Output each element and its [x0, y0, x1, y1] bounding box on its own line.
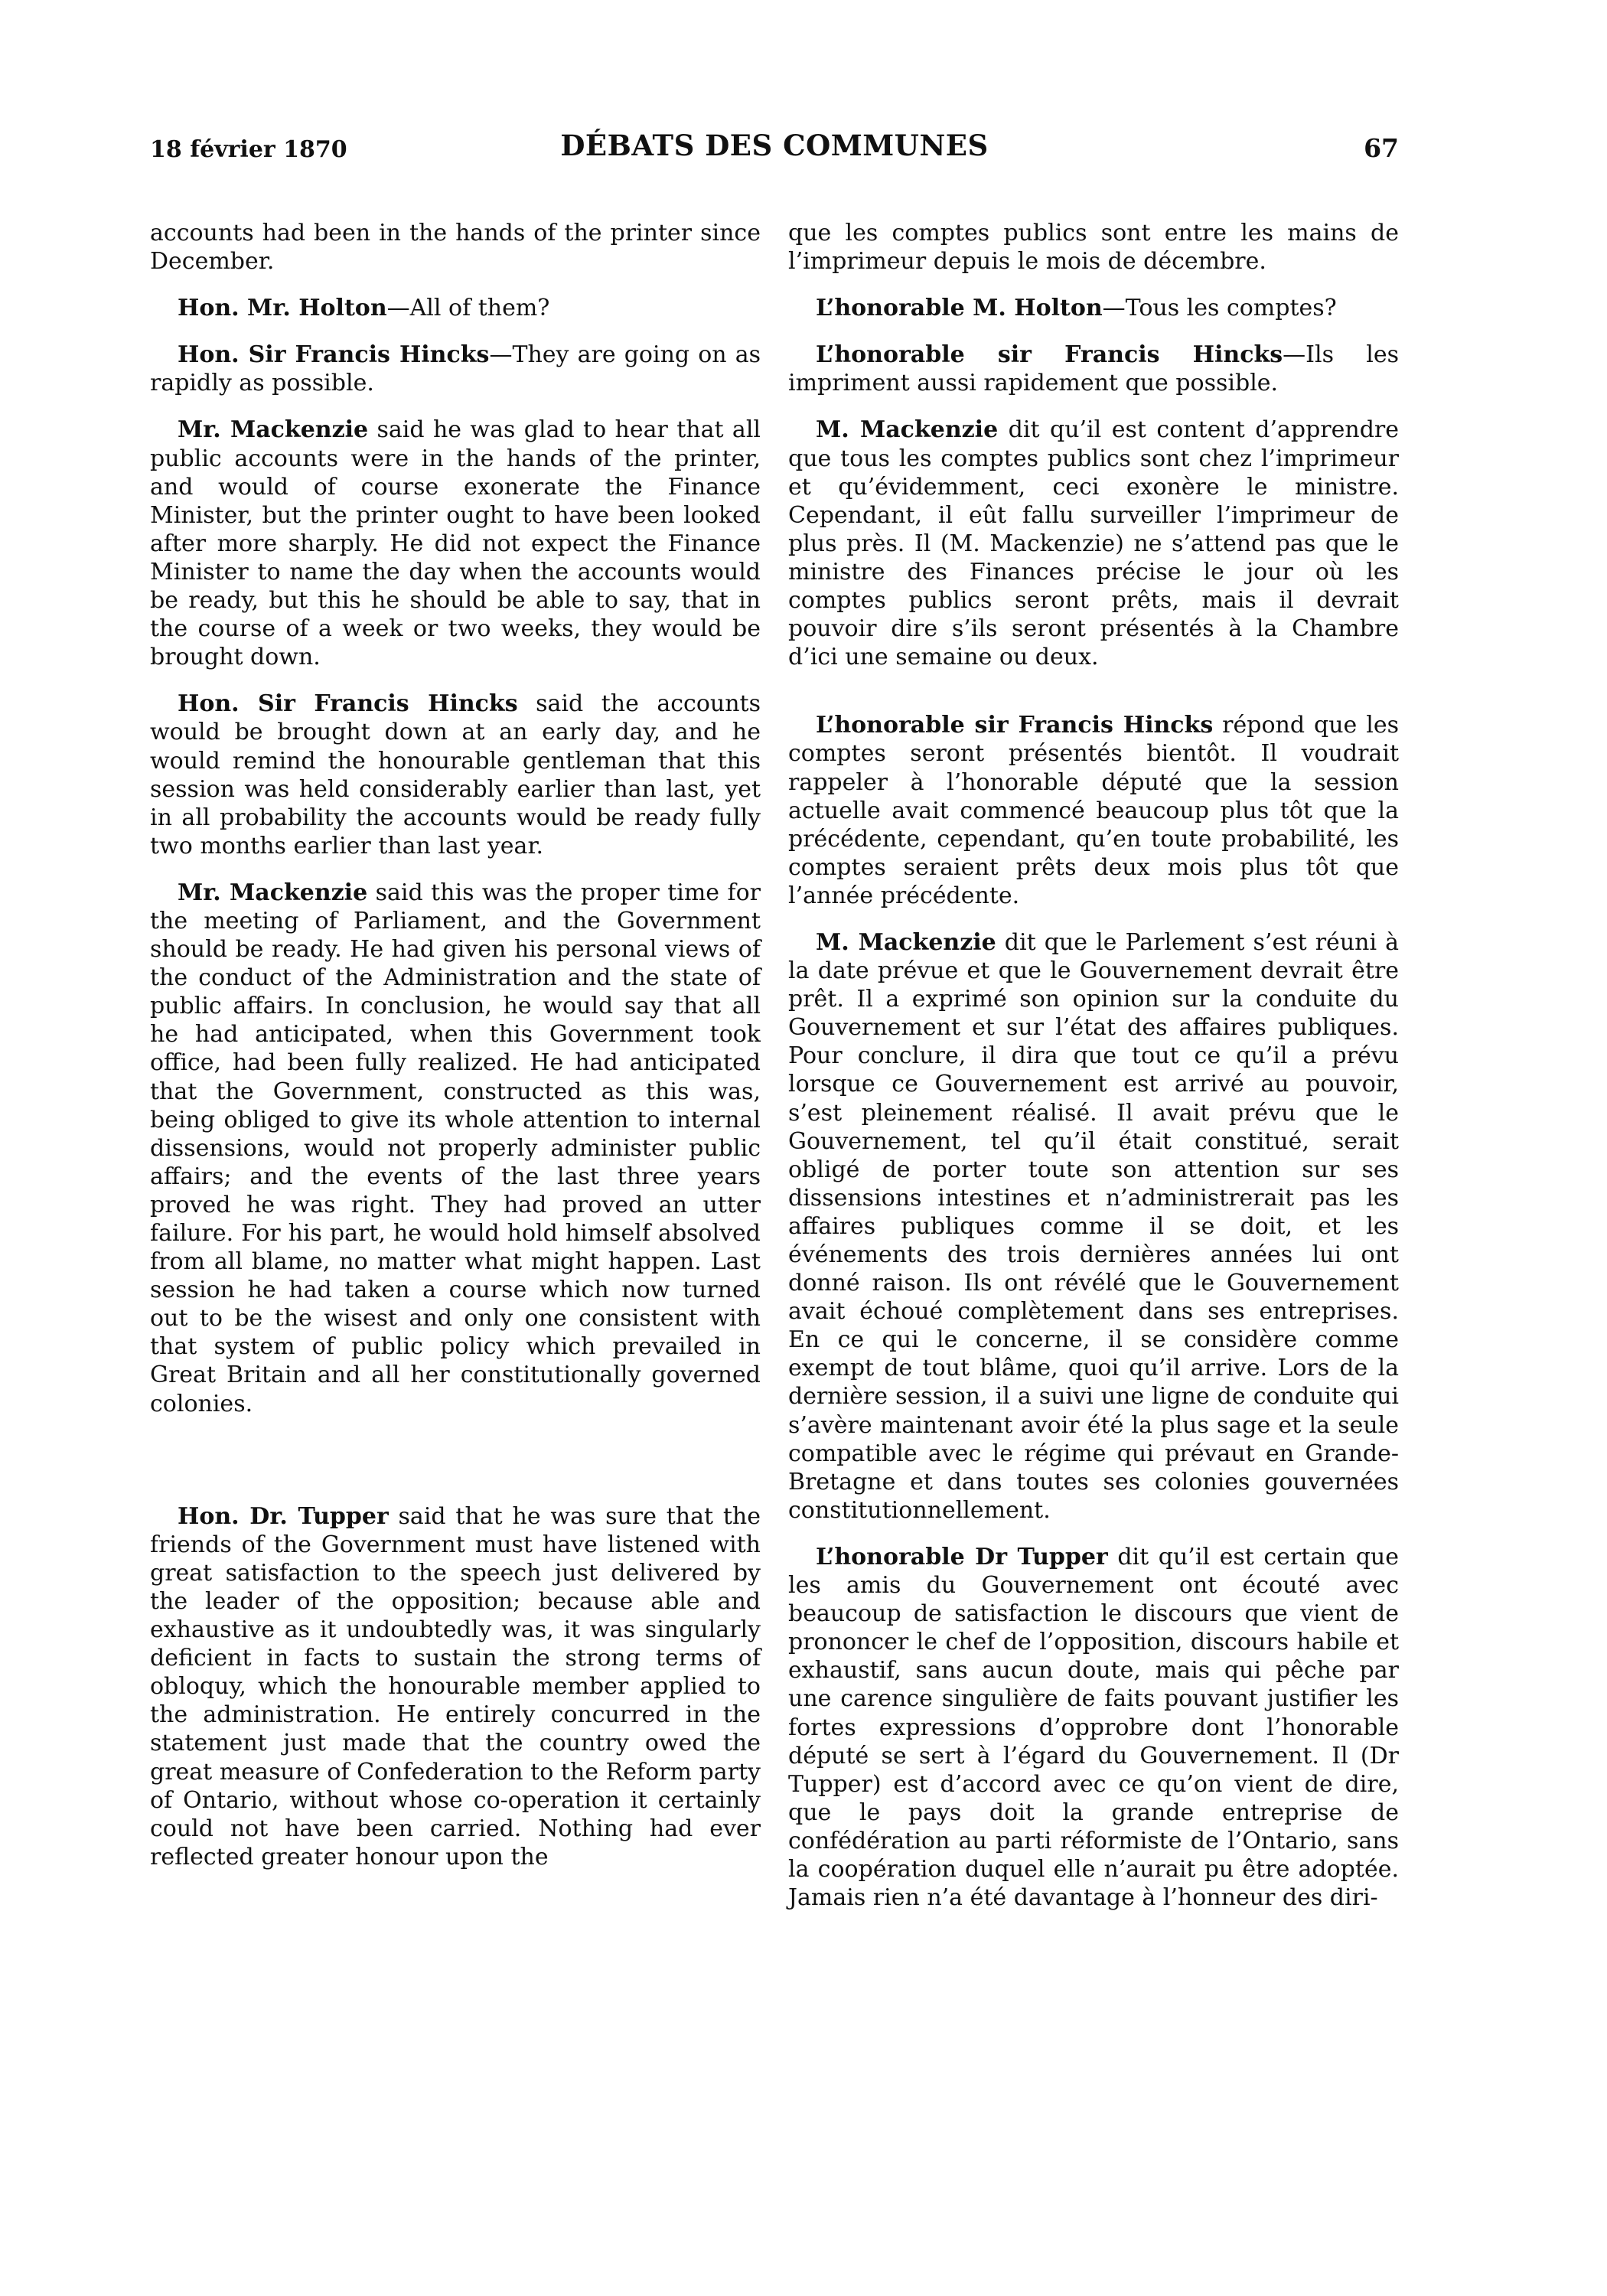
speaker-name: L’honorable sir Francis Hincks — [816, 341, 1283, 369]
paragraph-text: que les comptes publics sont entre les mains de l’imprimeur depuis le mois de décembre. — [788, 220, 1399, 276]
french-paragraph-mackenzie-1 — [788, 416, 1399, 671]
paragraph-text: said he was glad to hear that all public accounts were in the hands of the printer, and would of course exonerate the Finance Minister, but the printer ought to have been looked after more sharply. He did not expect the Finance Minister to name the day when the accounts would be ready, but this he should be able to say, that in the course of a week or two weeks, they would be brought down. — [150, 416, 761, 671]
french-paragraph-hincks-2 — [788, 711, 1399, 910]
english-paragraph-mackenzie-2 — [150, 879, 761, 1418]
header-title: DÉBATS DES COMMUNES — [560, 129, 989, 162]
speaker-name: Hon. Mr. Holton — [178, 295, 387, 322]
paragraph-text: said this was the proper time for the meeting of Parliament, and the Government should be ready. He had given his personal views of the conduct of the Administration and the state of public affairs. In conclusion, he would say that all he had anticipated, when this Government took office, had been fully realized. He had anticipated that the Government, constructed as this was, being obliged to give its whole attention to internal dissensions, would not properly administer public affairs; and the events of the last three years proved he was right. They had proved an utter failure. For his part, he would hold himself absolved from all blame, no matter what might happen. Last session he had taken a course which now turned out to be the wisest and only one consistent with that system of public policy which prevailed in Great Britain and all her constitutionally governed colonies. — [150, 879, 761, 1417]
paragraph-text: accounts had been in the hands of the printer since December. — [150, 220, 761, 276]
english-paragraph-continuation — [150, 219, 761, 276]
speaker-name: Hon. Dr. Tupper — [178, 1502, 389, 1530]
speaker-name: Mr. Mackenzie — [178, 416, 369, 444]
paragraph-text: dit qu’il est content d’apprendre que tous les comptes publics sont chez l’imprimeur et qu’évidemment, ceci exonère le ministre. Cependant, il eût fallu surveiller l’imprimeur de plus près. Il (M. Mackenzie) ne s’attend pas que le ministre des Finances précise le jour où les comptes publics seront prêts, mais il devrait pouvoir dire s’ils seront présentés à la Chambre d’ici une semaine ou deux. — [788, 416, 1399, 671]
paragraph-text: répond que les comptes seront présentés bientôt. Il voudrait rappeler à l’honorable député que la session actuelle avait commencé beaucoup plus tôt que la précédente, cependant, qu’en toute probabilité, les comptes seraient prêts deux mois plus tôt que l’année précédente. — [788, 712, 1399, 909]
page-header — [150, 129, 1399, 174]
paragraph-text: —Ils les impriment aussi rapidement que possible. — [788, 341, 1399, 397]
speaker-name: M. Mackenzie — [816, 416, 999, 444]
speaker-name: L’honorable M. Holton — [816, 295, 1103, 322]
speaker-name: M. Mackenzie — [816, 928, 996, 956]
header-date: 18 février 1870 — [150, 136, 347, 163]
speaker-name: Hon. Sir Francis Hincks — [178, 341, 490, 369]
paragraph-text: —Tous les comptes? — [1102, 295, 1337, 322]
english-paragraph-tupper — [150, 1502, 761, 1871]
speaker-name: L’honorable Dr Tupper — [816, 1543, 1108, 1570]
page-number: 67 — [1364, 133, 1399, 163]
english-column — [150, 219, 761, 1871]
french-paragraph-hincks-1 — [788, 341, 1399, 397]
french-column — [788, 219, 1399, 1912]
paragraph-text: dit qu’il est certain que les amis du Gouvernement ont écouté avec beaucoup de satisfaction le discours que vient de prononcer le chef de l’opposition, discours habile et exhaustif, sans aucun doute, mais qui pêche par une carence singulière de faits pouvant justifier les fortes expressions d’opprobre dont l’honorable député se sert à l’égard du Gouvernement. Il (Dr Tupper) est d’accord avec ce qu’on vient de dire, que le pays doit la grande entreprise de confédération au parti réformiste de l’Ontario, sans la coopération duquel elle n’aurait pu être adoptée. Jamais rien n’a été davantage à l’honneur des diri- — [788, 1543, 1399, 1912]
paragraph-text: said the accounts would be brought down at an early day, and he would remind the honourable gentleman that this session was held considerably earlier than last, yet in all probability the accounts would be ready fully two months earlier than last year. — [150, 690, 761, 859]
french-paragraph-mackenzie-2 — [788, 928, 1399, 1525]
paragraph-text: —They are going on as rapidly as possible. — [150, 341, 761, 397]
paragraph-text: dit que le Parlement s’est réuni à la date prévue et que le Gouvernement devrait être prêt. Il a exprimé son opinion sur la conduite du Gouvernement et sur l’état des affaires publiques. Pour conclure, il dira que tout ce qu’il a prévu lorsque ce Gouvernement est arrivé au pouvoir, s’est pleinement réalisé. Il avait prévu que le Gouvernement, tel qu’il était constitué, serait obligé de porter toute son attention sur ses dissensions intestines et n’administrerait pas les affaires publiques comme il se doit, et les événements des trois dernières années lui ont donné raison. Ils ont révélé que le Gouvernement avait échoué complètement dans ses entreprises. En ce qui le concerne, il se considère comme exempt de tout blâme, quoi qu’il arrive. Lors de la dernière session, il a suivi une ligne de conduite qui s’avère maintenant avoir été la plus sage et la seule compatible avec le régime qui prévaut en Grande-Bretagne et dans toutes ses colonies gouvernées constitutionnellement. — [788, 928, 1399, 1524]
french-paragraph-holton — [788, 294, 1399, 322]
paragraph-text: —All of them? — [386, 295, 550, 322]
english-paragraph-hincks-1 — [150, 341, 761, 397]
english-paragraph-mackenzie-1 — [150, 416, 761, 671]
french-paragraph-continuation — [788, 219, 1399, 276]
french-paragraph-tupper — [788, 1543, 1399, 1912]
paragraph-text: said that he was sure that the friends of the Government must have listened with great satisfaction to the speech just delivered by the leader of the opposition; because able and exhaustive as it undoubtedly was, it was singularly deficient in facts to sustain the strong terms of obloquy, which the honourable member applied to the administration. He entirely concurred in the statement just made that the country owed the great measure of Confederation to the Reform party of Ontario, without whose co-operation it certainly could not have been carried. Nothing had ever reflected greater honour upon the — [150, 1502, 761, 1870]
speaker-name: Mr. Mackenzie — [178, 879, 368, 906]
english-paragraph-hincks-2 — [150, 690, 761, 860]
english-paragraph-holton — [150, 294, 761, 322]
speaker-name: Hon. Sir Francis Hincks — [178, 690, 518, 718]
speaker-name: L’honorable sir Francis Hincks — [816, 712, 1214, 739]
